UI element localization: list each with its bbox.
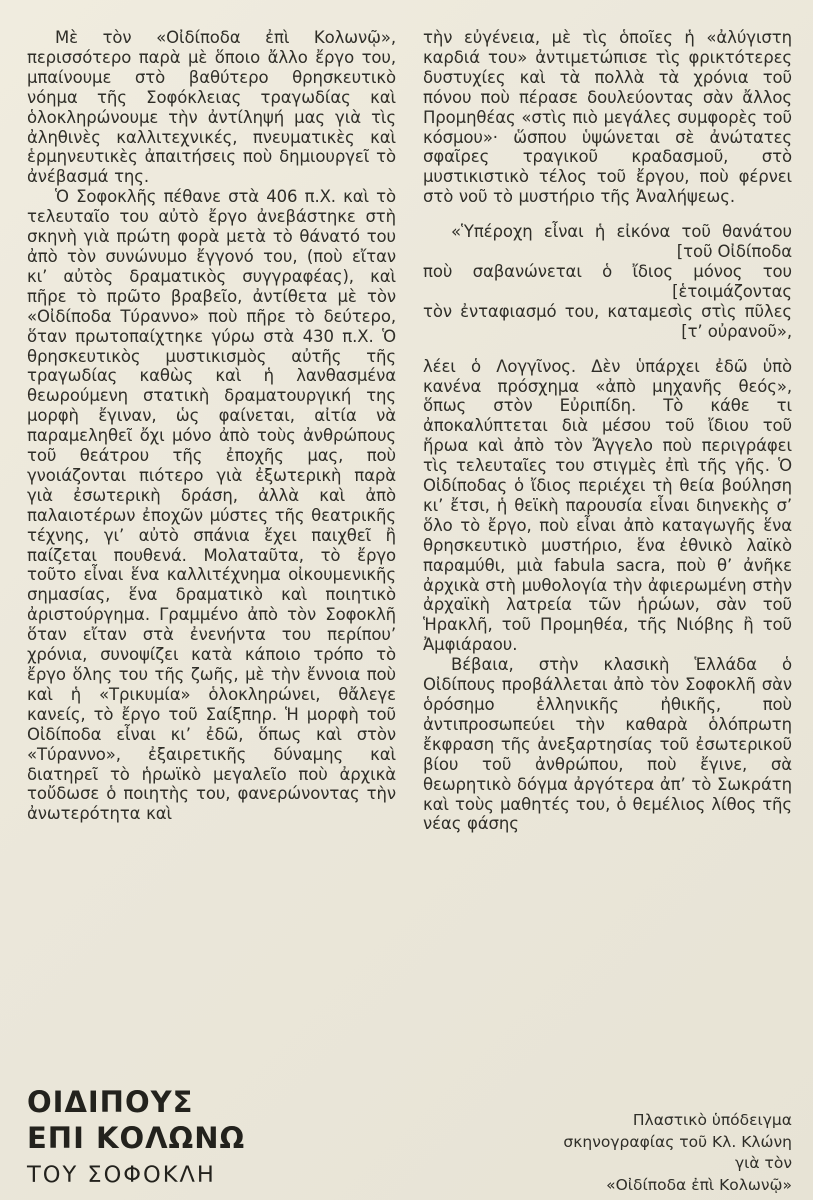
caption-line: σκηνογραφίας τοῦ Κλ. Κλώνη xyxy=(563,1132,792,1151)
paragraph-continuation: τὴν εὐγένεια, μὲ τὶς ὁποῖες ἡ «ἀλύγιστη καρδιά του» ἀντιμετώπισε τὶς φρικτότερες δυστυχίες καὶ τὰ πολλὰ τὰ χρόνια τοῦ πόνου ποὺ πέρασε δουλεύοντας σὰν ἄλλος Προμηθέας «στὶς πιὸ μεγάλες συμφορὲς τοῦ κόσμου»· ὥσπου ὑψώνεται σὲ ἀνώτατες σφαῖρες τραγικοῦ κραδασμοῦ, στὸ μυστικιστικὸ τέλος τοῦ ἔργου, ποὺ φέρνει στὸ νοῦ τὸ μυστήριο τῆς Ἀναλήψεως. xyxy=(423,28,792,207)
quote-line-bracket: [τ’ οὐρανοῦ», xyxy=(681,321,792,341)
right-column xyxy=(423,28,792,834)
left-column xyxy=(27,28,396,834)
paragraph-intro: Μὲ τὸν «Οἰδίποδα ἐπὶ Κολωνῷ», περισσότερο παρὰ μὲ ὅποιο ἄλλο ἔργο του, μπαίνουμε στὸ βαθύτερο θρησκευτικὸ νόημα τῆς Σοφόκλειας τραγωδίας καὶ ὁλοκληρώνουμε τὴν ἀντίληψή μας γιὰ τὶς ἀληθινὲς καλλιτεχνικές, πνευματικὲς καὶ ἑρμηνευτικὲς ἀπαιτήσεις ποὺ δημιουργεῖ τὸ ἀνέβασμά της. xyxy=(27,28,396,187)
quote-line-bracket: [ἑτοιμάζοντας xyxy=(672,281,792,301)
quote-line: τὸν ἐνταφιασμό του, καταμεσὶς στὶς πῦλες xyxy=(423,301,792,321)
caption-line: «Οἰδίποδα ἐπὶ Κολωνῷ» xyxy=(606,1175,792,1194)
play-title-line-1: ΟΙΔΙΠΟΥΣ xyxy=(27,1085,194,1119)
caption-line: Πλαστικὸ ὑπόδειγμα xyxy=(632,1111,792,1129)
verse-quote-block xyxy=(423,222,792,341)
photo-caption xyxy=(563,1110,792,1196)
caption-line: γιὰ τὸν xyxy=(734,1154,792,1172)
play-title-author: ΤΟΥ ΣΟΦΟΚΛΗ xyxy=(27,1162,216,1188)
paragraph-sophocles-history: Ὁ Σοφοκλῆς πέθανε στὰ 406 π.Χ. καὶ τὸ τελευταῖο του αὐτὸ ἔργο ἀνεβάστηκε στὴ σκηνὴ γιὰ πρώτη φορὰ μετὰ τὸ θάνατό του ἀπὸ τὸν συνώνυμο ἔγγονό του, (ποὺ εἴταν κι’ αὐτὸς δραματικὸς συγγραφέας), καὶ πῆρε τὸ πρῶτο βραβεῖο, ἀντίθετα μὲ τὸν «Οἰδίποδα Τύραννο» ποὺ πῆρε τὸ δεύτερο, ὅταν πρωτοπαίχτηκε γύρω στὰ 430 π.Χ. Ὁ θρησκευτικὸς μυστικισμὸς αὐτῆς τῆς τραγωδίας καθὼς καὶ ἡ λανθασμένα θεωρούμενη στατικὴ δραματουργική της μορφὴ ἔγιναν, ὡς φαίνεται, αἰτία νὰ παραμεληθεῖ ὄχι μόνο ἀπὸ τοὺς ἀνθρώπους τοῦ θεάτρου τῆς ἐποχῆς μας, ποὺ γνοιάζονται πιότερο γιὰ ἐξωτερικὴ παρὰ γιὰ ἐσωτερικὴ δράση, ἀλλὰ καὶ ἀπὸ παλαιοτέρων ἐποχῶν μύστες τῆς θεατρικῆς τέχνης, γι’ αὐτὸ σπάνια ἔχει παιχθεῖ ἢ παίζεται πουθενά. Μολαταῦτα, τὸ ἔργο τοῦτο εἶναι ἕνα καλλιτέχνημα οἰκουμενικῆς σημασίας, ἕνα δραματικὸ καὶ ποιητικὸ ἀριστούργημα. Γραμμένο ἀπὸ τὸν Σοφοκλῆ ὅταν εἴταν στὰ ἐνενήντα του περίπου’ χρόνια, συνοψίζει κατὰ κάποιο τρόπο τὸ ἔργο ὅλης του τῆς ζωῆς, μὲ τὴν ἔννοια ποὺ καὶ ἡ «Τρικυμία» ὁλοκληρώνει, θἄλεγε κανείς, τὸ ἔργο τοῦ Σαίξπηρ. Ἡ μορφὴ τοῦ Οἰδίποδα εἶναι κι’ ἐδῶ, ὅπως καὶ στὸν «Τύραννο», ἐξαιρετικῆς δύναμης καὶ διατηρεῖ τὸ ἡρωϊκὸ μεγαλεῖο ποὺ ἀρχικὰ τοὔδωσε ὁ ποιητὴς του, φανερώνοντας τὴν ἀνωτερότητα καὶ xyxy=(27,187,396,824)
play-title xyxy=(27,1084,245,1192)
paragraph-classical-greece: Βέβαια, στὴν κλασικὴ Ἑλλάδα ὁ Οἰδίπους προβάλλεται ἀπὸ τὸν Σοφοκλῆ σὰν ὁρόσημο ἑλληνικῆς ἠθικῆς, ποὺ ἀντιπροσωπεύει τὴν καθαρὰ ὁλόπρωτη ἔκφραση τῆς ἀνεξαρτησίας τοῦ ἐσωτερικοῦ βίου τοῦ ἀνθρώπου, ποὺ ἔγινε, σὰ θεωρητικὸ δόγμα ἀργότερα ἀπ’ τὸ Σωκράτη καὶ τοὺς μαθητές του, ὁ θεμέλιος λίθος τῆς νέας φάσης xyxy=(423,655,792,834)
article-columns xyxy=(27,28,792,834)
quote-line: «Ὑπέροχη εἶναι ἡ εἰκόνα τοῦ θανάτου xyxy=(451,222,792,242)
play-title-line-2: ΕΠΙ ΚΟΛΩΝΩ xyxy=(27,1121,246,1155)
paragraph-longinus: λέει ὁ Λογγῖνος. Δὲν ὑπάρχει ἐδῶ ὑπὸ κανένα πρόσχημα «ἀπὸ μηχανῆς θεός», ὅπως στὸν Εὐριπίδη. Τὸ κάθε τι ἀποκαλύπτεται διὰ μέσου τοῦ ἴδιου τοῦ ἥρωα καὶ ἀπὸ τὸν Ἄγγελο ποὺ περιγράφει τὶς τελευταῖες του στιγμὲς ἐπὶ τῆς γῆς. Ὁ Οἰδίποδας ὁ ἴδιος περιέχει τὴ θεία βούληση κι’ ἔτσι, ἡ θεϊκὴ παρουσία εἶναι διηνεκὴς σ’ ὅλο τὸ ἔργο, ποὺ εἶναι ἀπὸ καταγωγῆς ἕνα θρησκευτικὸ μυστήριο, ἕνα ἐθνικὸ λαϊκὸ παραμύθι, μιὰ fabula sacra, ποὺ θ’ ἀνῆκε ἀρχικὰ στὴ μυθολογία τὴν ἀφιερωμένη στὴν ἀρχαϊκὴ λατρεία τῶν ἡρώων, σὰν τοῦ Ἡρακλῆ, τοῦ Προμηθέα, τῆς Νιόβης ἢ τοῦ Ἀμφιάραου. xyxy=(423,356,792,655)
quote-line: ποὺ σαβανώνεται ὁ ἴδιος μόνος του xyxy=(423,261,792,281)
quote-line-bracket: [τοῦ Οἰδίποδα xyxy=(676,242,792,262)
